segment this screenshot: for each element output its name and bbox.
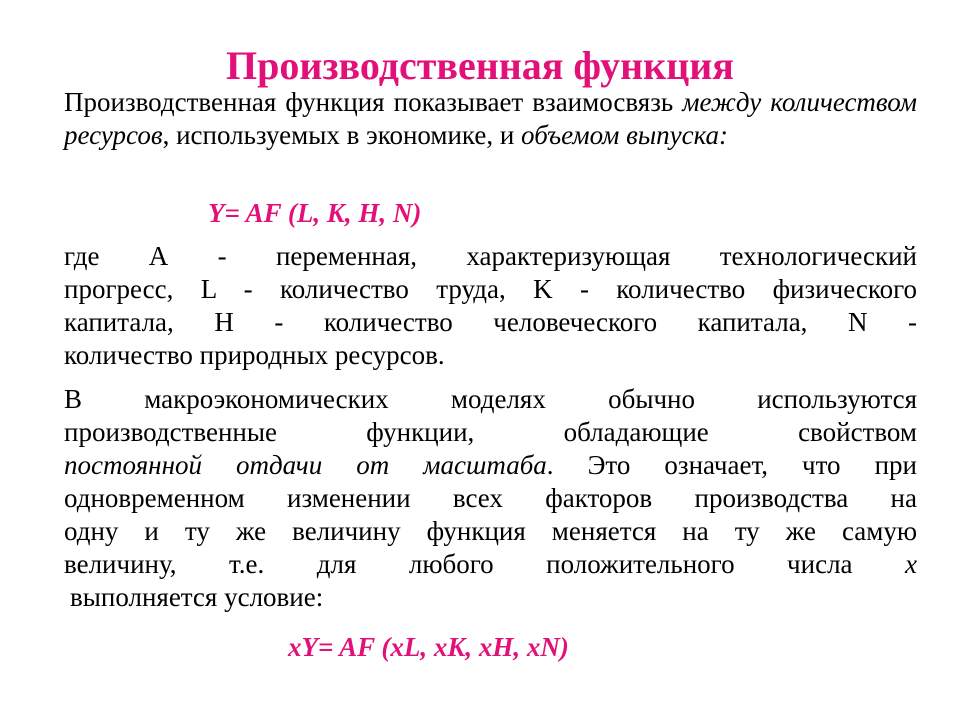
definitions-paragraph [64, 240, 917, 372]
scale-line-6-text: величину, т.е. для любого положительного числа [64, 549, 853, 579]
formula-scaled-production-function: xY= AF (xL, xK, xH, xN) [288, 632, 569, 662]
formula-production-function: Y= AF (L, K, H, N) [208, 198, 422, 228]
definitions-line-3: капитала, H - количество человеческого капитала, N - [64, 307, 917, 337]
intro-text-2: , используемых в экономике, и [162, 120, 522, 150]
intro-italic-output: объемом выпуска: [521, 120, 729, 150]
definitions-line-1: где А - переменная, характеризующая технологический [64, 241, 917, 271]
scale-paragraph [64, 383, 917, 614]
scale-line-6 [64, 548, 917, 581]
scale-line-4: одновременном изменении всех факторов производства на [64, 483, 917, 513]
scale-italic-constant-returns: постоянной отдачи от масштаба [64, 450, 547, 480]
definitions-line-4: количество природных ресурсов. [64, 340, 445, 370]
definitions-line-2: прогресс, L - количество труда, K - количество физического [64, 274, 917, 304]
slide-title: Производственная функция [226, 43, 734, 88]
scale-line-3-rest: . Это означает, что при [546, 450, 917, 480]
intro-italic-resources: между количеством ресурсов [64, 87, 917, 150]
scale-variable-x: x [905, 549, 918, 579]
scale-line-3 [64, 449, 917, 482]
intro-paragraph [64, 86, 917, 152]
scale-line-5: одну и ту же величину функция меняется на ту же самую [64, 516, 917, 546]
intro-text-1: Производственная функция показывает взаимосвязь [64, 87, 683, 117]
scale-line-7: выполняется условие: [70, 582, 324, 612]
scale-line-1: В макроэкономических моделях обычно используются [64, 384, 917, 414]
scale-line-2: производственные функции, обладающие свойством [64, 417, 917, 447]
